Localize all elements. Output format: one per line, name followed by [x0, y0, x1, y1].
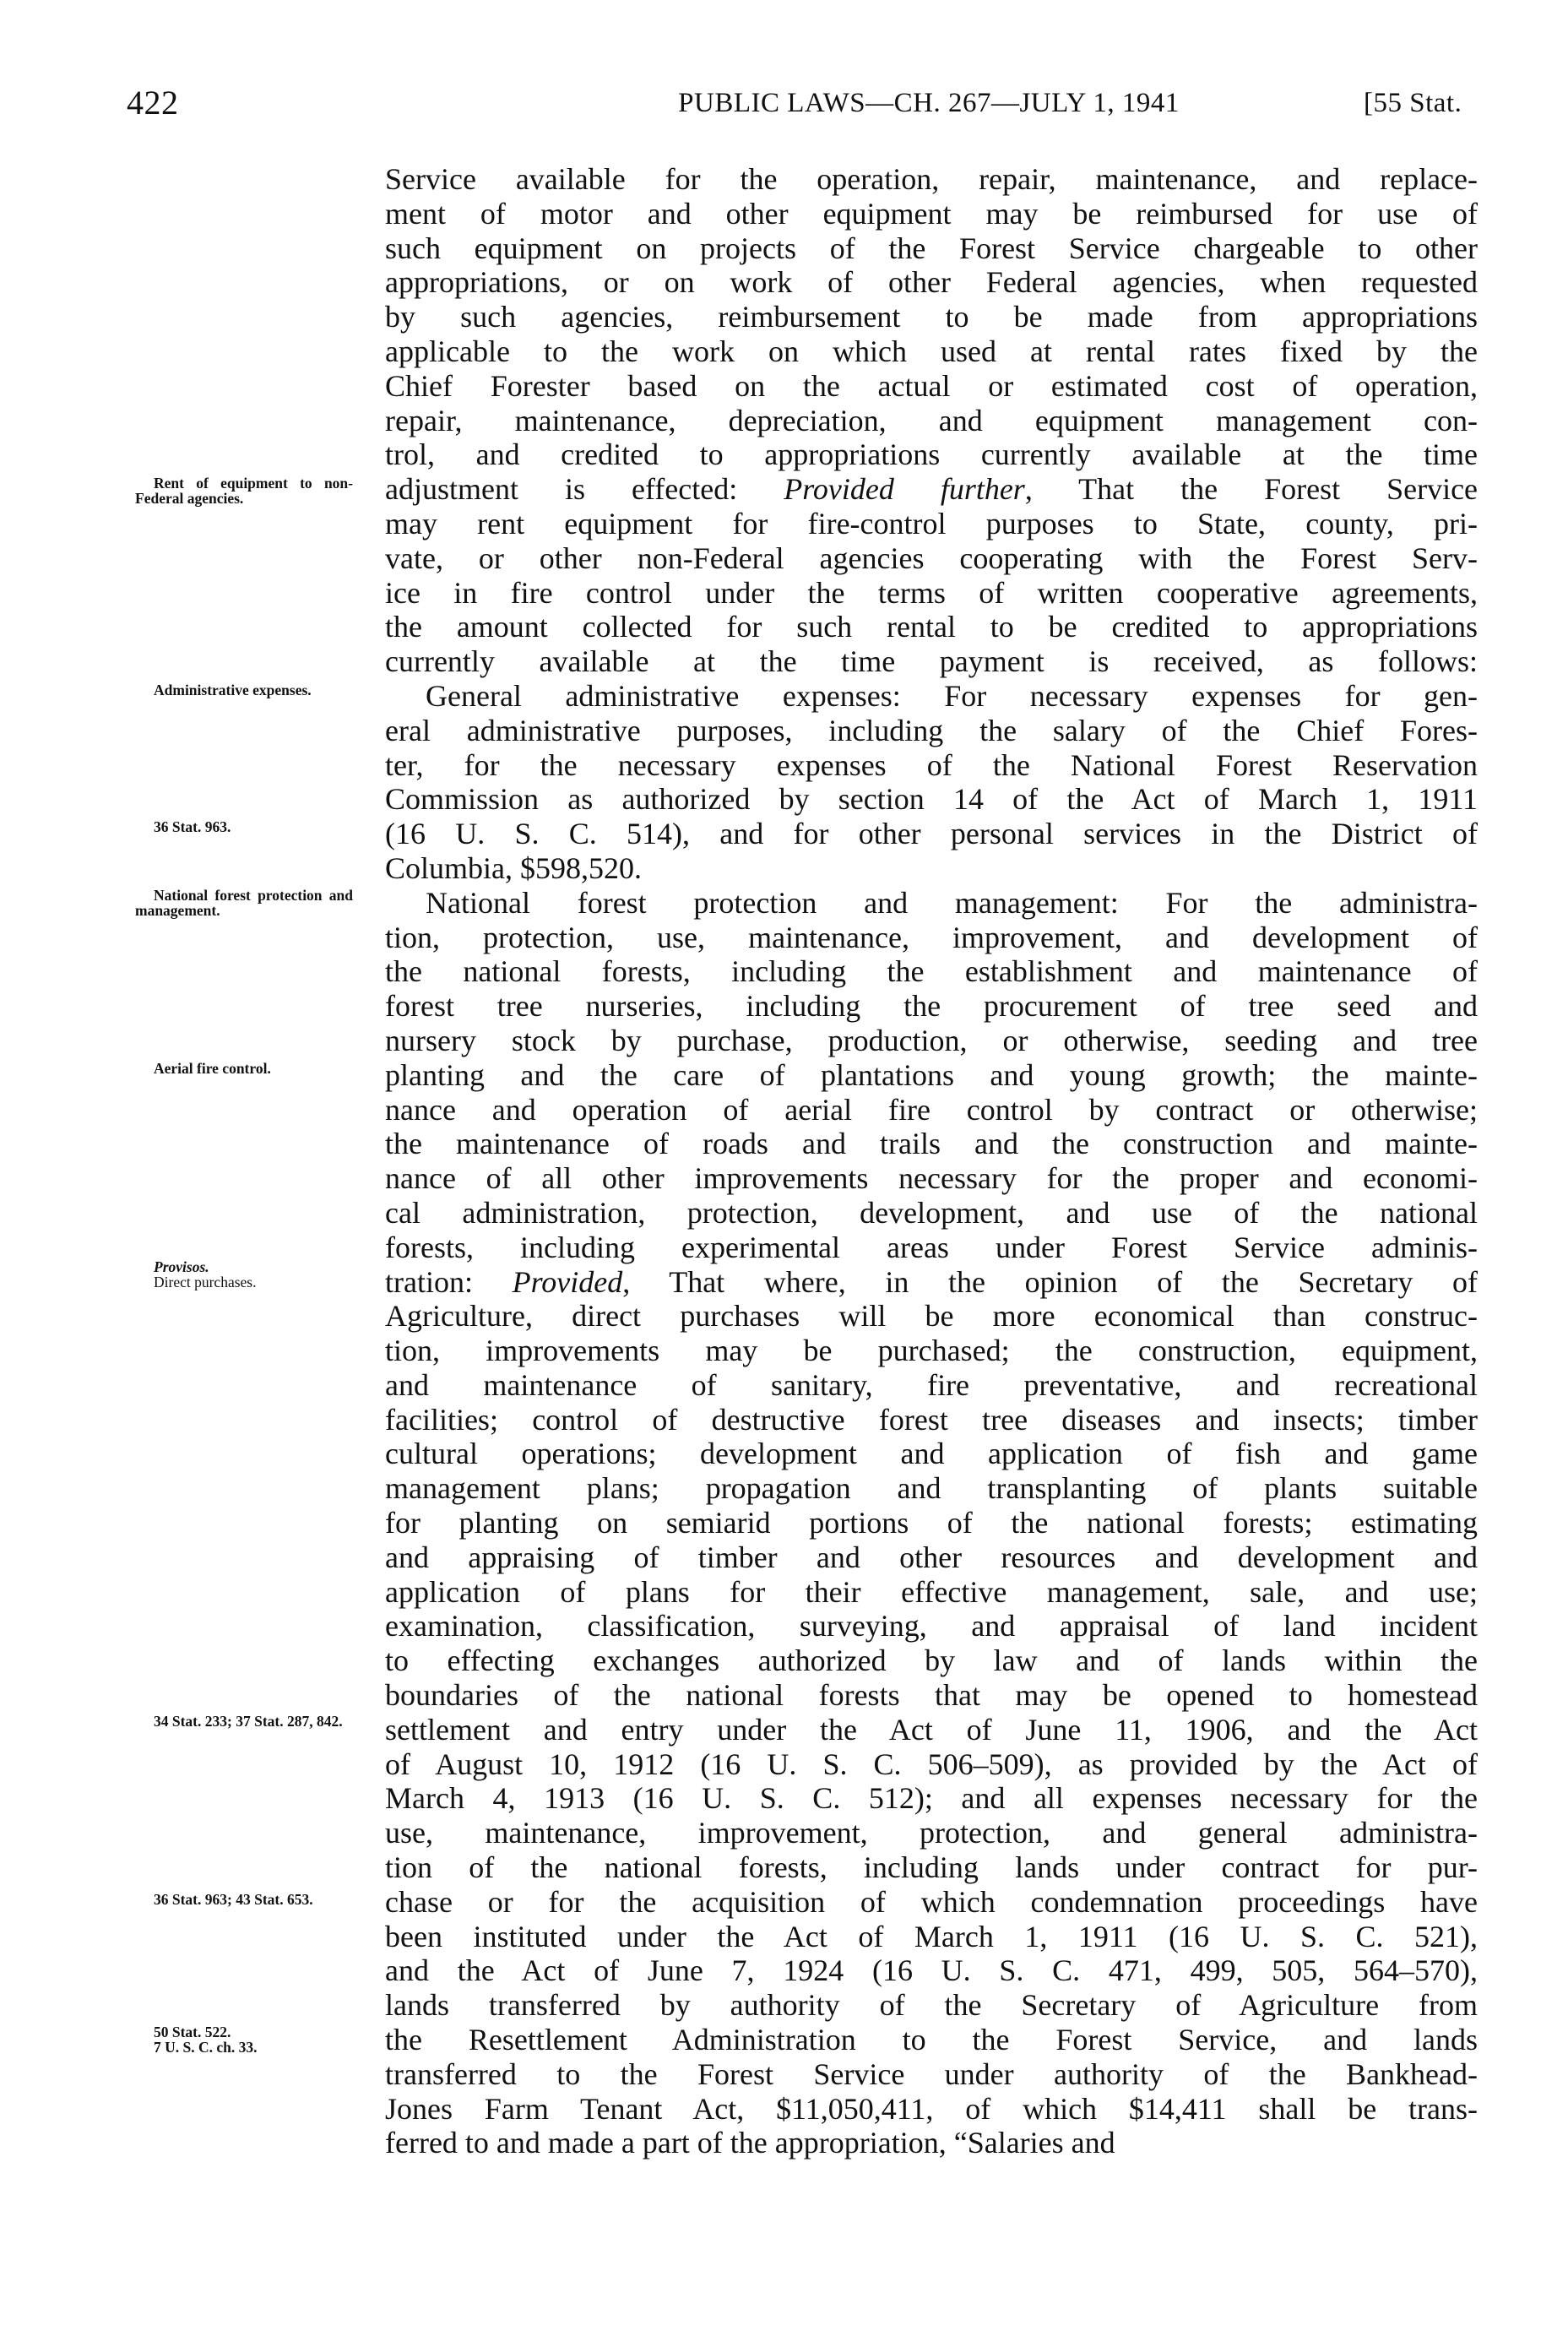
body-line: cal administration, protection, development, and use of the national	[385, 1195, 1478, 1230]
body-line: Agriculture, direct purchases will be more economical than construc-	[385, 1299, 1478, 1334]
body-line: nursery stock by purchase, production, or otherwise, seeding and tree	[385, 1023, 1478, 1057]
margin-note-national-forest: National forest protection and management.	[135, 887, 353, 919]
body-line: and appraising of timber and other resources and development and	[385, 1540, 1478, 1574]
body-line: trol, and credited to appropriations currently available at the time	[385, 437, 1478, 472]
body-line: March 4, 1913 (16 U. S. C. 512); and all expenses necessary for the	[385, 1781, 1478, 1816]
body-line: chase or for the acquisition of which condemnation proceedings have	[385, 1884, 1478, 1919]
body-line: for planting on semiarid portions of the national forests; estimating	[385, 1506, 1478, 1540]
body-line: the national forests, including the establishment and maintenance of	[385, 954, 1478, 989]
body-line: Commission as authorized by section 14 of the Act of March 1, 1911	[385, 782, 1478, 817]
body-line: applicable to the work on which used at rental rates fixed by the	[385, 334, 1478, 368]
body-line: to effecting exchanges authorized by law and of lands within the	[385, 1643, 1478, 1678]
body-text	[385, 162, 1478, 2160]
body-line: forest tree nurseries, including the procurement of tree seed and	[385, 989, 1478, 1024]
body-line: of August 10, 1912 (16 U. S. C. 506–509), as provided by the Act of	[385, 1747, 1478, 1781]
body-line: nance of all other improvements necessary for the proper and economi-	[385, 1161, 1478, 1196]
body-line: ment of motor and other equipment may be reimbursed for use of	[385, 196, 1478, 231]
body-line: and maintenance of sanitary, fire preventative, and recreational	[385, 1367, 1478, 1402]
body-line: appropriations, or on work of other Federal agencies, when requested	[385, 265, 1478, 300]
body-line: settlement and entry under the Act of June 11, 1906, and the Act	[385, 1712, 1478, 1747]
italic-term: Provided further	[784, 472, 1025, 507]
margin-note-citation: 36 Stat. 963; 43 Stat. 653.	[154, 1891, 313, 1908]
body-line: cultural operations; development and application of fish and game	[385, 1437, 1478, 1471]
body-line: tion, improvements may be purchased; the construction, equipment,	[385, 1334, 1478, 1368]
line-segment: adjustment is effected:	[385, 472, 784, 507]
direct-purchases-label: Direct purchases.	[154, 1274, 257, 1290]
body-line: by such agencies, reimbursement to be made from appropriations	[385, 300, 1478, 334]
citation-stat: 50 Stat. 522.	[154, 2024, 231, 2040]
body-line: tion, protection, use, maintenance, improvement, and development of	[385, 920, 1478, 954]
body-line: the maintenance of roads and trails and the construction and mainte-	[385, 1127, 1478, 1161]
margin-note-aerial-fire-control: Aerial fire control.	[154, 1060, 271, 1077]
body-line: vate, or other non-Federal agencies cooperating with the Forest Serv-	[385, 541, 1478, 575]
body-line: been instituted under the Act of March 1, 1911 (16 U. S. C. 521),	[385, 1919, 1478, 1953]
body-line: National forest protection and management: For the administra-	[426, 885, 1478, 920]
volume-reference: [55 Stat.	[1364, 88, 1462, 118]
body-line: Chief Forester based on the actual or estimated cost of operation,	[385, 368, 1478, 403]
line-segment: , That where, in the opinion of the Secretary of	[622, 1264, 1478, 1299]
body-line: ice in fire control under the terms of written cooperative agreements,	[385, 575, 1478, 610]
body-line: boundaries of the national forests that may be opened to homestead	[385, 1678, 1478, 1713]
body-line: eral administrative purposes, including the salary of the Chief Fores-	[385, 713, 1478, 747]
body-line: ter, for the necessary expenses of the National Forest Reservation	[385, 747, 1478, 782]
body-line: application of plans for their effective management, sale, and use;	[385, 1574, 1478, 1609]
body-line: planting and the care of plantations and young growth; the mainte-	[385, 1057, 1478, 1092]
body-line: Service available for the operation, repair, maintenance, and replace-	[385, 162, 1478, 196]
body-line: General administrative expenses: For necessary expenses for gen-	[426, 678, 1478, 713]
body-line: (16 U. S. C. 514), and for other personal services in the District of	[385, 817, 1478, 851]
body-line: may rent equipment for fire-control purposes to State, county, pri-	[385, 506, 1478, 541]
margin-note-rent-equipment: Rent of equipment to non-Federal agencies.	[135, 475, 353, 507]
body-line: examination, classification, surveying, and appraisal of land incident	[385, 1609, 1478, 1643]
line-segment: tration:	[385, 1264, 513, 1299]
page-number: 422	[127, 84, 179, 122]
body-line: repair, maintenance, depreciation, and equipment management con-	[385, 403, 1478, 437]
body-line: the amount collected for such rental to be credited to appropriations	[385, 610, 1478, 644]
body-line: management plans; propagation and transplanting of plants suitable	[385, 1471, 1478, 1506]
body-line	[385, 472, 1478, 507]
provisos-label: Provisos.	[154, 1258, 209, 1275]
body-line: currently available at the time payment is received, as follows:	[385, 644, 1478, 679]
body-line: facilities; control of destructive forest tree diseases and insects; timber	[385, 1402, 1478, 1437]
body-line: and the Act of June 7, 1924 (16 U. S. C. 471, 499, 505, 564–570),	[385, 1953, 1478, 1988]
body-line: forests, including experimental areas under Forest Service adminis-	[385, 1230, 1478, 1264]
citation-usc: 7 U. S. C. ch. 33.	[154, 2039, 258, 2056]
body-line: ferred to and made a part of the appropriation, “Salaries and	[385, 2126, 1115, 2160]
body-line: transferred to the Forest Service under authority of the Bankhead-	[385, 2056, 1478, 2091]
body-line: such equipment on projects of the Forest Service chargeable to other	[385, 231, 1478, 265]
body-line: nance and operation of aerial fire control by contract or otherwise;	[385, 1092, 1478, 1127]
italic-term: Provided	[512, 1264, 623, 1299]
running-head: PUBLIC LAWS—CH. 267—JULY 1, 1941	[678, 88, 1180, 118]
body-line: Columbia, $598,520.	[385, 850, 642, 885]
margin-note-provisos	[135, 1259, 353, 1290]
margin-note-citation: 34 Stat. 233; 37 Stat. 287, 842.	[154, 1713, 343, 1730]
margin-note-citation: 36 Stat. 963.	[154, 818, 231, 835]
body-line: tion of the national forests, including lands under contract for pur-	[385, 1850, 1478, 1885]
body-line	[385, 1265, 1478, 1300]
body-line: Jones Farm Tenant Act, $11,050,411, of which $14,411 shall be trans-	[385, 2091, 1478, 2126]
body-line: lands transferred by authority of the Secretary of Agriculture from	[385, 1988, 1478, 2023]
margin-note-administrative-expenses: Administrative expenses.	[154, 682, 312, 698]
margin-note-citation	[135, 2024, 353, 2055]
line-segment: , That the Forest Service	[1024, 472, 1478, 507]
body-line: the Resettlement Administration to the Forest Service, and lands	[385, 2023, 1478, 2057]
body-line: use, maintenance, improvement, protection, and general administra-	[385, 1816, 1478, 1850]
